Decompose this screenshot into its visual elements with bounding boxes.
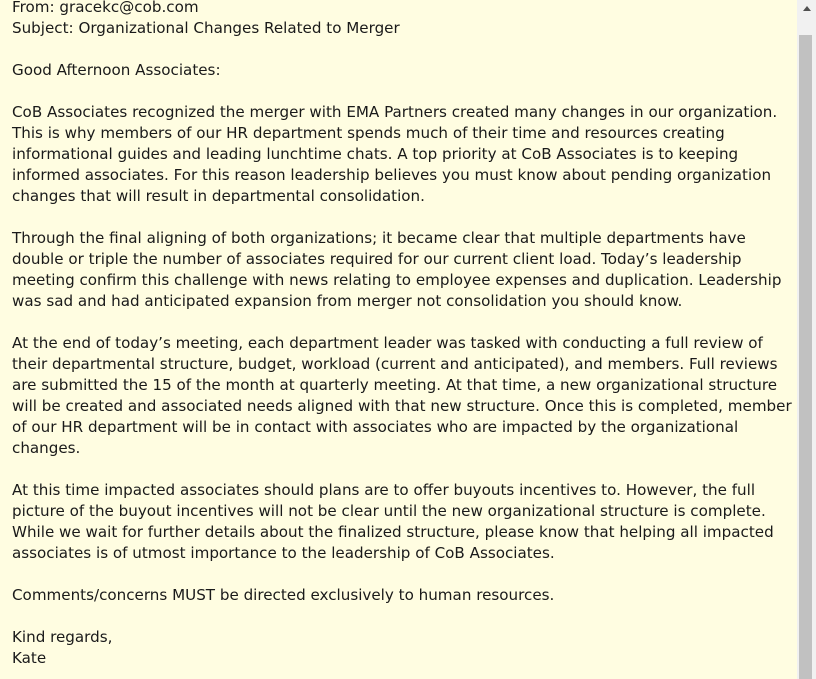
paragraph-line: informed associates. For this reason leadership believes you must know about pending organization [12,166,772,184]
spacer [12,606,796,627]
paragraph-line: will be created and associated needs aligned with that new structure. Once this is completed, member [12,397,792,415]
paragraph-line: was sad and had anticipated expansion from merger not consolidation you should know. [12,292,683,310]
paragraph-line: While we wait for further details about the finalized structure, please know that helping all impacted [12,523,774,541]
closing-regards: Kind regards, [12,628,113,646]
spacer [12,564,796,585]
paragraph-line: Through the final aligning of both organizations; it became clear that multiple departments have [12,229,746,247]
signature: Kate [12,649,47,667]
paragraph-line: informational guides and leading lunchtime chats. A top priority at CoB Associates is to keeping [12,145,739,163]
paragraph-5 [12,585,796,606]
spacer [12,81,796,102]
paragraph-line: double or triple the number of associates required for our current client load. Today’s leadership [12,250,742,268]
paragraph-line: Comments/concerns MUST be directed exclusively to human resources. [12,586,555,604]
paragraph-line: are submitted the 15 of the month at quarterly meeting. At that time, a new organizational structure [12,376,778,394]
paragraph-line: This is why members of our HR department spends much of their time and resources creating [12,124,725,142]
spacer [12,207,796,228]
paragraph-1 [12,102,796,207]
paragraph-line: their departmental structure, budget, workload (current and anticipated), and members. Full reviews [12,355,778,373]
paragraph-line: CoB Associates recognized the merger with EMA Partners created many changes in our organization. [12,103,778,121]
paragraph-3 [12,333,796,459]
email-body [12,0,796,669]
paragraph-line: picture of the buyout incentives will not be clear until the new organizational structure is complete. [12,502,766,520]
paragraph-4 [12,480,796,564]
from-line: From: gracekc@cob.com [12,0,199,16]
spacer [12,459,796,480]
chevron-up-icon [803,6,811,11]
vertical-scrollbar[interactable] [797,0,816,679]
paragraph-line: changes that will result in departmental consolidation. [12,187,425,205]
spacer [12,312,796,333]
subject-line: Subject: Organizational Changes Related to Merger [12,19,400,37]
paragraph-line: At this time impacted associates should plans are to offer buyouts incentives to. However, the full [12,481,756,499]
paragraph-2 [12,228,796,312]
scroll-thumb[interactable] [799,35,812,679]
scroll-up-button[interactable] [797,0,816,17]
greeting: Good Afternoon Associates: [12,61,221,79]
paragraph-line: of our HR department will be in contact with associates who are impacted by the organizational [12,418,739,436]
spacer [12,39,796,60]
paragraph-line: At the end of today’s meeting, each department leader was tasked with conducting a full review of [12,334,763,352]
paragraph-line: associates is of utmost importance to the leadership of CoB Associates. [12,544,555,562]
paragraph-line: changes. [12,439,81,457]
paragraph-line: meeting confirm this challenge with news relating to employee expenses and duplication. Leadership [12,271,782,289]
